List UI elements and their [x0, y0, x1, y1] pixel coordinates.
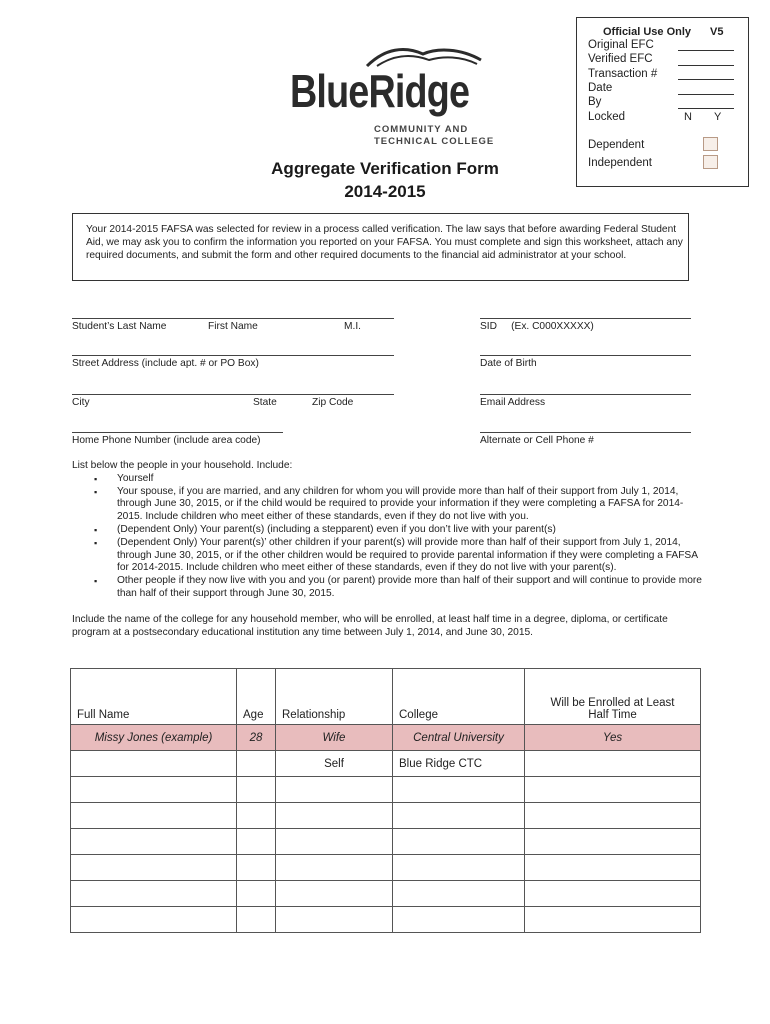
name-line[interactable]: [72, 318, 394, 319]
table-cell[interactable]: [71, 751, 237, 777]
table-row: [71, 855, 701, 881]
example-relationship: Wife: [276, 725, 393, 751]
dependent-checkbox[interactable]: [703, 137, 718, 151]
mi-label: M.I.: [344, 321, 361, 332]
table-cell[interactable]: [525, 777, 701, 803]
self-relationship: Self: [276, 751, 393, 777]
table-cell[interactable]: [276, 881, 393, 907]
table-cell[interactable]: [393, 907, 525, 933]
table-cell[interactable]: [71, 907, 237, 933]
list-item: ▪ (Dependent Only) Your parent(s) (including a stepparent) even if you don’t live with your parent(s): [72, 524, 702, 537]
zip-label: Zip Code: [312, 397, 354, 408]
date-line[interactable]: [678, 94, 734, 95]
table-cell[interactable]: [525, 803, 701, 829]
table-cell[interactable]: [71, 777, 237, 803]
transaction-label: Transaction #: [588, 68, 658, 80]
list-item: ▪ Yourself: [72, 473, 702, 486]
col-age: Age: [237, 669, 276, 725]
list-item: ▪ Your spouse, if you are married, and any children for whom you will provide more than half of their support from July 1, 2014, through June 30, 2015, or if the child would be required to provide your information if they were completing a FAFSA for 2014-2015. Include children who meet either of these standards, even if they do not live with you.: [72, 486, 702, 524]
example-name: Missy Jones (example): [71, 725, 237, 751]
alt-phone-label: Alternate or Cell Phone #: [480, 435, 594, 446]
original-efc-line[interactable]: [678, 50, 734, 51]
table-cell[interactable]: [237, 777, 276, 803]
verified-efc-line[interactable]: [678, 65, 734, 66]
independent-checkbox[interactable]: [703, 155, 718, 169]
date-label: Date: [588, 82, 613, 94]
transaction-line[interactable]: [678, 79, 734, 80]
table-cell[interactable]: [237, 881, 276, 907]
street-label: Street Address (include apt. # or PO Box): [72, 358, 259, 369]
table-cell[interactable]: [237, 829, 276, 855]
table-row: [71, 907, 701, 933]
table-row: [71, 777, 701, 803]
table-row-example: [71, 725, 701, 751]
email-line[interactable]: [480, 394, 691, 395]
alt-phone-line[interactable]: [480, 432, 691, 433]
household-instructions: [72, 460, 702, 639]
table-header-row: [71, 669, 701, 725]
instructions-intro: List below the people in your household. Include:: [72, 460, 293, 471]
email-label: Email Address: [480, 397, 546, 408]
home-phone-line[interactable]: [72, 432, 283, 433]
by-label: By: [588, 96, 602, 108]
official-use-box: [576, 17, 749, 187]
table-cell[interactable]: [71, 855, 237, 881]
list-item: ▪ (Dependent Only) Your parent(s)’ other children if your parent(s) will provide more than half of their support from July 1, 2014, through June 30, 2015, or if the other children would be required to provide parental information if they were completing a FAFSA for 2014-2015. Include children who meet either of these standards, even if they do not live with your parent(s).: [72, 537, 702, 575]
table-cell[interactable]: [393, 829, 525, 855]
original-efc-label: Original EFC: [588, 39, 654, 51]
dob-label: Date of Birth: [480, 358, 537, 369]
last-name-label: Student’s Last Name: [72, 321, 167, 332]
col-relationship: Relationship: [276, 669, 393, 725]
table-cell[interactable]: [525, 907, 701, 933]
table-row: [71, 803, 701, 829]
table-cell[interactable]: [71, 881, 237, 907]
table-cell[interactable]: [237, 751, 276, 777]
col-college: College: [393, 669, 525, 725]
table-row-self: [71, 751, 701, 777]
table-cell[interactable]: [393, 777, 525, 803]
col-enrolled: Will be Enrolled at Least Half Time: [525, 669, 701, 725]
logo-subtitle: COMMUNITY AND TECHNICAL COLLEGE: [374, 124, 495, 147]
table-cell[interactable]: [276, 855, 393, 881]
table-cell[interactable]: [71, 829, 237, 855]
table-cell[interactable]: [276, 777, 393, 803]
street-line[interactable]: [72, 355, 394, 356]
city-line[interactable]: [72, 394, 394, 395]
table-cell[interactable]: [237, 907, 276, 933]
table-cell[interactable]: [393, 881, 525, 907]
table-cell[interactable]: [525, 881, 701, 907]
version-label: V5: [710, 26, 724, 38]
table-cell[interactable]: [276, 829, 393, 855]
table-cell[interactable]: [525, 829, 701, 855]
dependent-label: Dependent: [588, 139, 645, 151]
logo-wordmark: BlueRidge: [290, 65, 470, 117]
city-label: City: [72, 397, 90, 408]
independent-label: Independent: [588, 157, 652, 169]
example-age: 28: [237, 725, 276, 751]
form-title: Aggregate Verification Form 2014-2015: [225, 157, 545, 203]
official-use-heading: Official Use Only: [603, 26, 692, 38]
include-college-note: Include the name of the college for any household member, who will be enrolled, at least half time in a degree, diploma, or certificate program at a postsecondary educational institution any time between July 1, 2014, and June 30, 2015.: [72, 613, 668, 638]
table-cell[interactable]: [525, 855, 701, 881]
table-cell[interactable]: [237, 803, 276, 829]
form-year: 2014-2015: [344, 182, 426, 201]
table-cell[interactable]: [393, 803, 525, 829]
table-cell[interactable]: [276, 803, 393, 829]
self-college: Blue Ridge CTC: [393, 751, 525, 777]
example-enrolled: Yes: [525, 725, 701, 751]
verified-efc-label: Verified EFC: [588, 53, 653, 65]
locked-y[interactable]: Y: [714, 111, 722, 123]
sid-line[interactable]: [480, 318, 691, 319]
example-college: Central University: [393, 725, 525, 751]
first-name-label: First Name: [208, 321, 258, 332]
household-table: [70, 668, 701, 933]
table-row: [71, 829, 701, 855]
dob-line[interactable]: [480, 355, 691, 356]
table-cell[interactable]: [393, 855, 525, 881]
table-row: [71, 881, 701, 907]
locked-n[interactable]: N: [684, 111, 692, 123]
col-full-name: Full Name: [71, 669, 237, 725]
verification-notice: Your 2014-2015 FAFSA was selected for review in a process called verification. The law says that before awarding Federal Student Aid, we may ask you to confirm the information you reported on your FAFSA. You must complete and sign this worksheet, attach any required documents, and submit the form and other required documents to the financial aid administrator at your school.: [72, 213, 689, 281]
table-cell[interactable]: [276, 907, 393, 933]
home-phone-label: Home Phone Number (include area code): [72, 435, 261, 446]
household-list: [72, 473, 702, 601]
list-item: ▪ Other people if they now live with you and you (or parent) provide more than half of their support and will continue to provide more than half of their support through June 30, 2015.: [72, 575, 702, 601]
locked-label: Locked: [588, 111, 626, 123]
state-label: State: [253, 397, 277, 408]
by-line[interactable]: [678, 108, 734, 109]
sid-label: SID (Ex. C000XXXXX): [480, 321, 594, 332]
table-cell[interactable]: [71, 803, 237, 829]
table-cell[interactable]: [237, 855, 276, 881]
table-cell[interactable]: [525, 751, 701, 777]
